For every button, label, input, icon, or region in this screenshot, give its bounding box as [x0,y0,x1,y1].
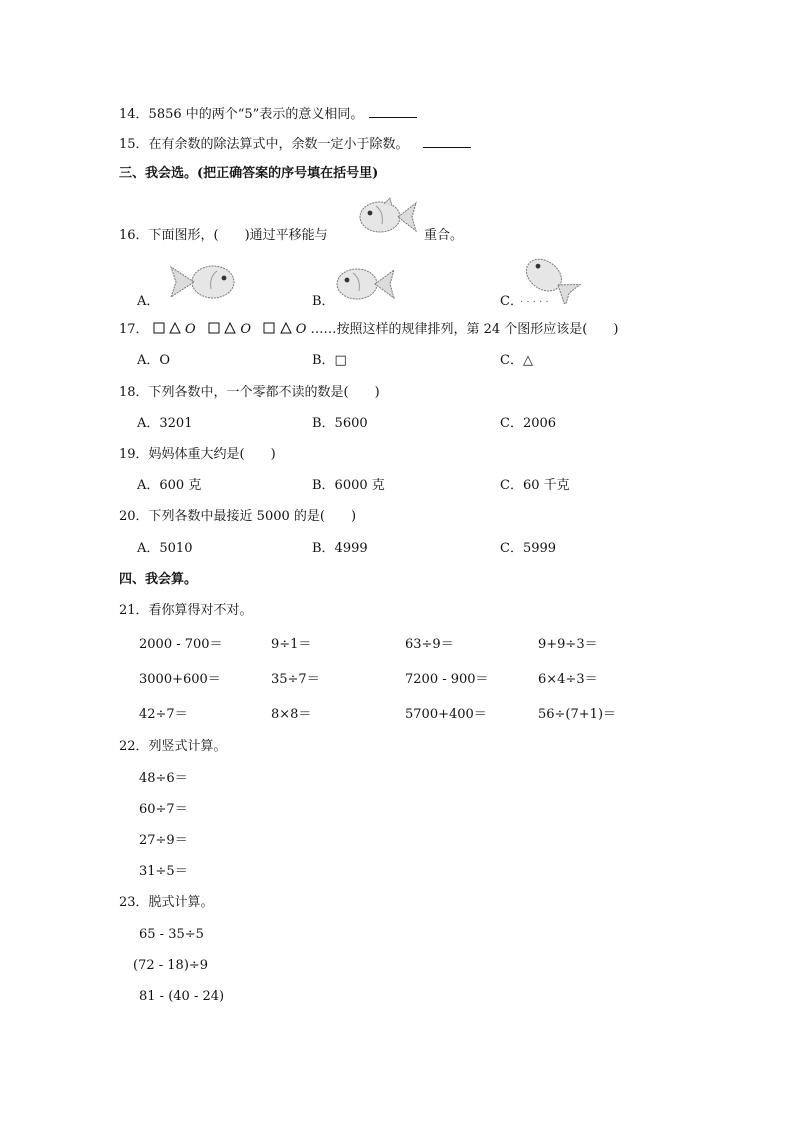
q19-text: 19．妈妈体重大约是( ) [119,447,276,462]
q20-option-c[interactable]: C．5999 [500,541,557,556]
q23-item: 81 - (40 - 24) [139,989,225,1004]
q15-text: 15．在有余数的除法算式中，余数一定小于除数。 [119,137,409,152]
q17-pattern [153,322,311,337]
q16-option-c-fish-image [516,254,586,304]
square-shape-icon [263,322,275,334]
q23-item: 65 - 35÷5 [139,927,204,942]
q21-expr: 42÷7＝ [139,707,188,722]
q17 [119,322,618,338]
q21-text: 21．看你算得对不对。 [119,603,253,618]
square-shape-icon [208,322,220,334]
triangle-shape-icon [280,322,292,334]
q17-option-c[interactable]: C．△ [500,353,533,368]
circle-shape-glyph: O [184,322,196,337]
q16-reference-fish-image [354,194,422,240]
svg-text:. . . . .: . . . . . [520,294,549,304]
q22-item: 31÷5＝ [139,864,188,879]
q21-expr: 56÷(7+1)＝ [538,707,617,722]
q14 [119,106,417,123]
q16-after: 重合。 [424,228,464,243]
q22-text: 22．列竖式计算。 [119,739,227,754]
q21-expr: 9÷1＝ [271,637,312,652]
q16-option-a-fish-image [165,259,241,305]
q21-expr: 7200 - 900＝ [405,672,489,687]
q15-answer-blank[interactable] [423,136,471,148]
q21-expr: 2000 - 700＝ [139,637,223,652]
q22-item: 48÷6＝ [139,771,188,786]
q16-option-b-fish-image [330,262,400,306]
q21-expr: 3000+600＝ [139,672,221,687]
q18-option-b[interactable]: B．5600 [312,416,368,431]
section3-heading: 三、我会选。(把正确答案的序号填在括号里) [119,166,379,181]
q20-text: 20．下列各数中最接近 5000 的是( ) [119,509,357,524]
section4-heading: 四、我会算。 [119,572,198,587]
q16-option-a[interactable]: A． [137,294,160,309]
q22-item: 60÷7＝ [139,802,188,817]
q21-expr: 5700+400＝ [405,707,487,722]
q20-option-a[interactable]: A．5010 [137,541,193,556]
q15 [119,136,471,153]
triangle-shape-icon [224,322,236,334]
q21-expr: 35÷7＝ [271,672,320,687]
circle-shape-glyph: O [295,322,307,337]
q18-text: 18．下列各数中，一个零都不读的数是( ) [119,385,380,400]
q23-text: 23．脱式计算。 [119,895,214,910]
q17-lead: 17． [119,322,149,337]
q14-text: 14．5856 中的两个“5”表示的意义相同。 [119,107,364,122]
q19-option-a[interactable]: A．600 克 [137,478,202,493]
q16-before: 16．下面图形，( )通过平移能与 [119,228,328,243]
q17-option-b[interactable]: B．□ [312,353,347,368]
q20-option-b[interactable]: B．4999 [312,541,368,556]
q18-option-a[interactable]: A．3201 [137,416,193,431]
q21-expr: 8×8＝ [271,707,312,722]
q16-option-c[interactable]: C． [500,294,523,309]
q16-option-b[interactable]: B． [312,294,335,309]
q19-option-c[interactable]: C．60 千克 [500,478,570,493]
triangle-shape-icon [169,322,181,334]
q17-text: ……按照这样的规律排列，第 24 个图形应该是( ) [310,322,619,337]
q21-expr: 9+9÷3＝ [538,637,598,652]
q22-item: 27÷9＝ [139,833,188,848]
circle-shape-glyph: O [240,322,251,337]
q21-expr: 6×4÷3＝ [538,672,598,687]
q23-item: (72 - 18)÷9 [133,958,209,973]
q14-answer-blank[interactable] [369,106,417,118]
q21-expr: 63÷9＝ [405,637,454,652]
square-shape-icon [153,322,165,334]
q18-option-c[interactable]: C．2006 [500,416,557,431]
q19-option-b[interactable]: B．6000 克 [312,478,385,493]
q17-option-a[interactable]: A．O [137,353,171,368]
